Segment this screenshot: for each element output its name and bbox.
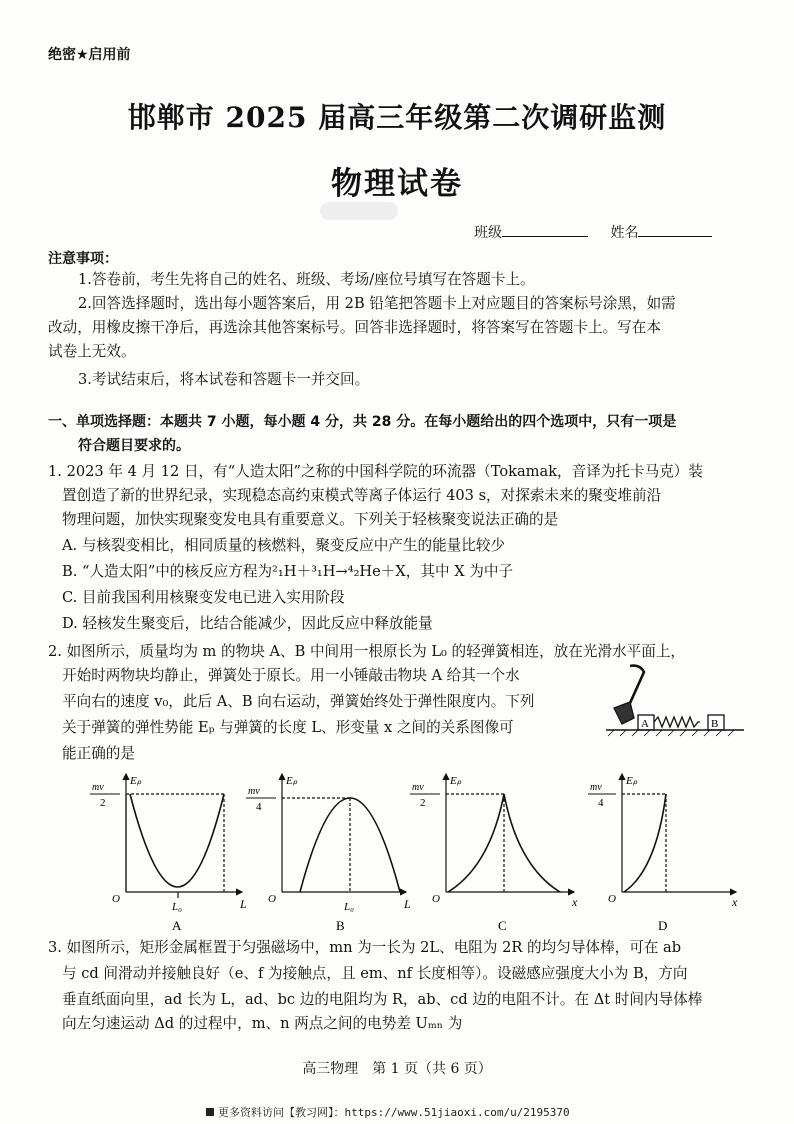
q2-line-2: 开始时两物块均静止，弹簧处于原长。用一小锤敲击物块 A 给其一个水	[62, 667, 520, 684]
graph-d-origin: O	[608, 893, 616, 905]
notice-item-1: 1.答卷前，考生先将自己的姓名、班级、考场/座位号填写在答题卡上。	[78, 271, 535, 288]
q1-option-a: A. 与核裂变相比，相同质量的核燃料，聚变反应中产生的能量比较少	[62, 537, 506, 554]
q1-line-3: 物理问题，加快实现聚变发电具有重要意义。下列关于轻核聚变说法正确的是	[62, 511, 559, 528]
block-a-label: A	[641, 718, 649, 730]
graph-c-ytick-den: 2	[420, 797, 426, 809]
graph-c-ylabel: Eₚ	[450, 775, 462, 787]
graph-c-xvar: x	[572, 895, 578, 909]
q1-option-c: C. 目前我国利用核聚变发电已进入实用阶段	[62, 589, 345, 606]
q1-line-1: 1. 2023 年 4 月 12 日，有“人造太阳”之称的中国科学院的环流器（Tokamak，音译为托卡马克）装	[48, 463, 703, 480]
graph-b-xtick: L₀	[344, 901, 354, 913]
hammer-head	[614, 702, 634, 724]
watermark	[206, 1104, 570, 1120]
q2-line-3: 平向右的速度 v₀，此后 A、B 向右运动，弹簧始终处于弹性限度内。下列	[62, 693, 535, 710]
energy-graphs	[60, 770, 750, 940]
q1-line-2: 置创造了新的世界纪录，实现稳态高约束模式等离子体运行 403 s，对探索未来的聚变堆前沿	[62, 487, 662, 504]
watermark-text: 更多资料访问【教习网】：https://www.51jiaoxi.com/u/2195370	[218, 1106, 570, 1119]
name-label: 姓名	[610, 225, 639, 241]
page-footer: 高三物理 第 1 页（共 6 页）	[302, 1061, 492, 1077]
graph-c-label: C	[498, 918, 507, 933]
graph-c-ytick-num: mv	[412, 782, 424, 793]
graph-d-xvar: x	[732, 895, 738, 909]
graph-d-label: D	[658, 918, 668, 933]
q1-option-b: B. “人造太阳”中的核反应方程为²₁H＋³₁H→⁴₂He＋X，其中 X 为中子	[62, 563, 514, 580]
graph-d-ylabel: Eₚ	[626, 775, 638, 787]
q2-line-4: 关于弹簧的弹性势能 Eₚ 与弹簧的长度 L、形变量 x 之间的关系图像可	[62, 719, 514, 736]
q1-option-d: D. 轻核发生聚变后，比结合能减少，因此反应中释放能量	[62, 615, 433, 632]
graph-c	[446, 774, 574, 892]
class-blank	[502, 224, 588, 237]
graph-b-ytick-num: mv	[248, 786, 260, 797]
graph-c-curve	[448, 794, 560, 892]
q3-line-3: 垂直纸面向里，ad 长为 L，ad、bc 边的电阻均为 R，ab、cd 边的电阻不计。在 Δt 时间内导体棒	[62, 991, 703, 1008]
graph-a-origin: O	[112, 893, 120, 905]
smudge	[320, 202, 398, 220]
graph-b	[282, 774, 406, 892]
graph-b-origin: O	[268, 893, 276, 905]
block-b-label: B	[711, 718, 719, 730]
graph-a-xvar: L	[240, 897, 247, 911]
q3-line-2: 与 cd 间滑动并接触良好（e、f 为接触点，且 em、nf 长度相等）。设磁感应强度大小为 B，方向	[62, 965, 688, 982]
flag-icon	[206, 1108, 214, 1116]
notice-item-2b: 改动，用橡皮擦干净后，再选涂其他答案标号。回答非选择题时，将答案写在答题卡上。写在本	[48, 319, 661, 336]
q2-line-1: 2. 如图所示，质量均为 m 的物块 A、B 中间用一根原长为 L₀ 的轻弹簧相连，放在光滑水平面上，	[48, 643, 686, 660]
q3-line-4: 向左匀速运动 Δd 的过程中，m、n 两点之间的电势差 Uₘₙ 为	[62, 1015, 463, 1032]
class-label: 班级	[474, 225, 502, 241]
graph-a-ylabel: Eₚ	[130, 775, 142, 787]
graph-a-xtick: L₀	[172, 901, 182, 913]
section-1-heading: 一、单项选择题：本题共 7 小题，每小题 4 分，共 28 分。在每小题给出的四个选项中，只有一项是	[48, 414, 677, 430]
graph-a-label: A	[172, 918, 182, 933]
graph-b-label: B	[336, 918, 345, 933]
notice-item-3: 3.考试结束后，将本试卷和答题卡一并交回。	[78, 371, 370, 388]
graph-d-curve	[624, 794, 666, 892]
graph-d-ytick-den: 4	[598, 797, 604, 809]
q3-line-1: 3. 如图所示，矩形金属框置于匀强磁场中，mn 为一长为 2L、电阻为 2R 的均匀导体棒，可在 ab	[48, 939, 682, 956]
graph-b-ylabel: Eₚ	[286, 775, 298, 787]
notice-title: 注意事项：	[48, 251, 118, 267]
graph-a	[126, 774, 242, 898]
name-blank	[638, 224, 712, 237]
graph-b-xvar: L	[404, 897, 411, 911]
graph-a-curve	[130, 794, 224, 887]
student-fields	[474, 222, 712, 242]
secret-label: 绝密★启用前	[48, 47, 131, 63]
graph-d	[622, 774, 736, 892]
spring	[654, 717, 700, 727]
section-1-heading-2: 符合题目要求的。	[78, 438, 190, 454]
notice-item-2: 2.回答选择题时，选出每小题答案后，用 2B 铅笔把答题卡上对应题目的答案标号涂黑，如需	[78, 295, 676, 312]
exam-subtitle: 物理试卷	[331, 166, 463, 202]
graph-a-ytick-den: 2	[100, 797, 106, 809]
notice-item-2c: 试卷上无效。	[48, 343, 136, 360]
ground-hatch	[608, 730, 734, 736]
q2-line-5: 能正确的是	[62, 745, 135, 762]
graph-b-ytick-den: 4	[256, 801, 262, 813]
exam-title: 邯郸市 2025 届高三年级第二次调研监测	[127, 101, 667, 134]
graph-c-origin: O	[432, 893, 440, 905]
graph-d-ytick-num: mv	[590, 782, 602, 793]
hammer-spring-figure	[600, 662, 746, 742]
graph-a-ytick-num: mv	[92, 782, 104, 793]
